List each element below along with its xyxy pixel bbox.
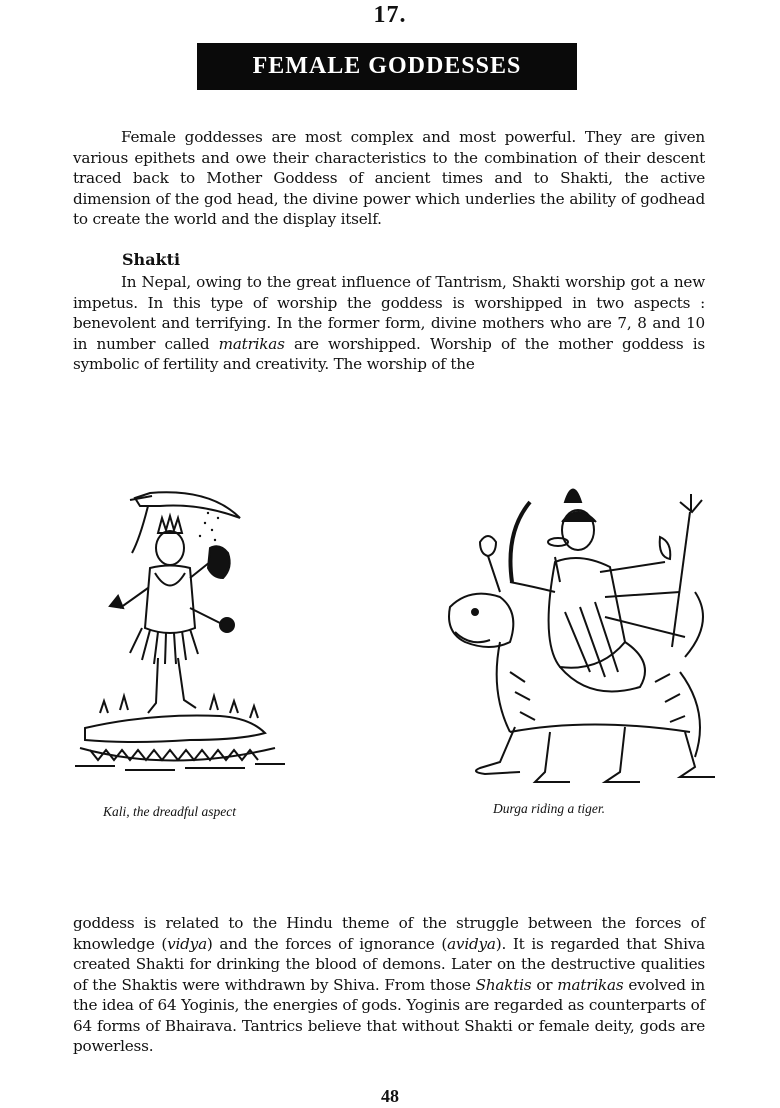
section-heading: Shakti [122,250,181,269]
durga-illustration [440,472,730,792]
chapter-title: FEMALE GODDESSES [252,53,522,79]
kali-figure-icon [70,478,310,778]
chapter-title-banner [197,43,577,90]
page-number: 48 [381,1086,399,1106]
intro-paragraph: Female goddesses are most complex and most powerful. They are given various epithets and owe their characteristics to the combination of their descent traced back to Mother Goddess of ancient times and to Shakti, the active dimension of the god head, the divine power which underlies the ability of godhead to create the world and the display itself. [73,128,705,228]
shakti-paragraph-1: In Nepal, owing to the great influence of Tantrism, Shakti worship got a new impetus. In this type of worship the goddess is worshipped in two aspects : benevolent and terrifying. In the former form, divine mothers who are 7, 8 and 10 in number called matrikas are worshipped. Worship of the mother goddess is symbolic of fertility and creativity. The worship of the [73,273,705,373]
kali-caption: Kali, the dreadful aspect [103,804,236,819]
durga-caption: Durga riding a tiger. [493,801,606,816]
chapter-number: 17. [373,2,407,28]
durga-figure-icon [440,472,730,792]
shakti-paragraph-2: goddess is related to the Hindu theme of the struggle between the forces of knowledge (vidya) and the forces of ignorance (avidya). It is regarded that Shiva created Shakti for drinking the blood of demons. Later on the destructive qualities of the Shaktis were withdrawn by Shiva. From those Shaktis or matrikas evolved in the idea of 64 Yoginis, the energies of gods. Yoginis are regarded as counterparts of 64 forms of Bhairava. Tantrics believe that without Shakti or female deity, gods are powerless. [73,914,706,1055]
kali-illustration [70,478,310,778]
